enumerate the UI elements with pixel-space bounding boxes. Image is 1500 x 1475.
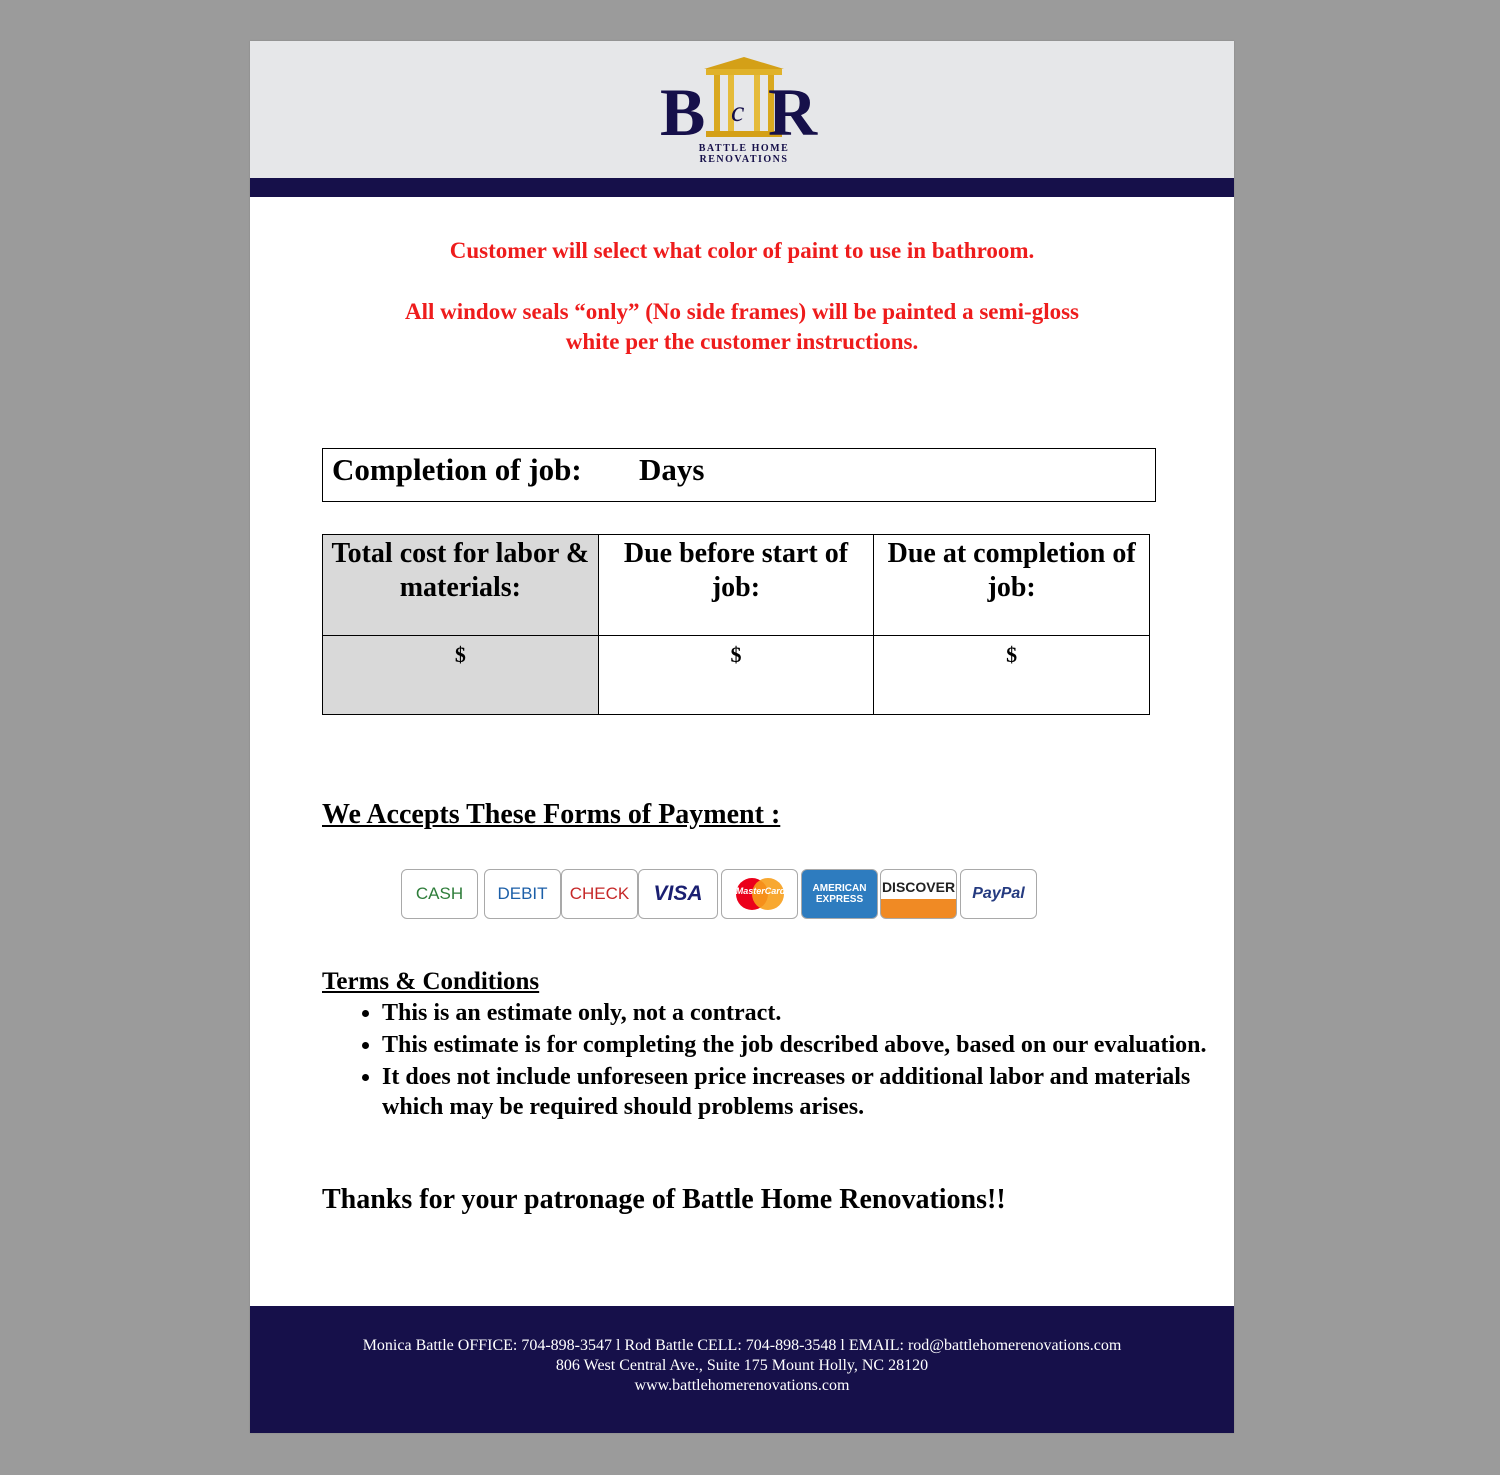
header-divider-bar (250, 178, 1234, 197)
cash-label: CASH (415, 884, 464, 903)
visa-icon (638, 869, 718, 919)
terms-item: • This is an estimate only, not a contract. (382, 998, 1232, 1028)
svg-text:R: R (768, 74, 818, 145)
visa-label: VISA (653, 882, 703, 905)
terms-item: • This estimate is for completing the job described above, based on our evaluation. (382, 1030, 1232, 1060)
discover-icon (880, 869, 957, 919)
footer (250, 1306, 1234, 1433)
total-cost-value: $ (323, 636, 599, 715)
completion-label: Completion of job: (332, 452, 582, 487)
completion-box (322, 448, 1156, 502)
svg-text:B: B (660, 74, 706, 145)
footer-contact: Monica Battle OFFICE: 704-898-3547 l Rod Battle CELL: 704-898-3548 l EMAIL: rod@battlehomerenovations.com (362, 1337, 1122, 1354)
footer-website[interactable]: www.battlehomerenovations.com (634, 1377, 850, 1394)
debit-label: DEBIT (497, 884, 548, 903)
bhr-logo-icon (658, 55, 830, 145)
terms-list (322, 998, 1232, 1124)
cost-table-header-row (323, 535, 1150, 636)
terms-heading: Terms & Conditions (322, 968, 540, 995)
payment-methods (401, 869, 1041, 921)
discover-label: DISCOVER (881, 879, 956, 895)
paypal-icon (960, 869, 1037, 919)
payment-heading: We Accepts These Forms of Payment : (322, 799, 781, 830)
amex-icon (801, 869, 878, 919)
notice-window-seals-line1: All window seals “only” (No side frames) will be painted a semi-gloss (404, 299, 1080, 324)
notice-paint-color: Customer will select what color of paint to use in bathroom. (449, 238, 1035, 263)
amex-label: AMERICAN EXPRESS (812, 883, 867, 905)
paypal-label: PayPal (972, 885, 1025, 902)
cost-table-value-row (323, 636, 1150, 715)
cost-table (322, 534, 1150, 715)
cash-icon (401, 869, 478, 919)
debit-icon (484, 869, 561, 919)
total-cost-header: Total cost for labor & materials: (323, 535, 599, 636)
notice-window-seals (310, 297, 1174, 357)
check-icon (561, 869, 638, 919)
notice-window-seals-line2: white per the customer instructions. (565, 329, 919, 354)
footer-address: 806 West Central Ave., Suite 175 Mount Holly, NC 28120 (555, 1357, 929, 1374)
logo-caption: BATTLE HOME RENOVATIONS (698, 143, 790, 165)
svg-text:c: c (731, 95, 745, 128)
mastercard-icon (721, 869, 798, 919)
due-before-start-value: $ (598, 636, 874, 715)
thank-you-message: Thanks for your patronage of Battle Home Renovations!! (322, 1184, 1006, 1215)
terms-item: • It does not include unforeseen price increases or additional labor and materials which may be required should problems arises. (382, 1062, 1232, 1122)
mastercard-label: MasterCard (735, 886, 786, 896)
company-logo (658, 55, 830, 165)
due-at-completion-header: Due at completion of job: (874, 535, 1150, 636)
due-at-completion-value: $ (874, 636, 1150, 715)
check-label: CHECK (569, 884, 630, 903)
completion-unit: Days (639, 452, 705, 487)
due-before-start-header: Due before start of job: (598, 535, 874, 636)
document-page (250, 41, 1234, 1433)
letterhead (250, 41, 1234, 178)
